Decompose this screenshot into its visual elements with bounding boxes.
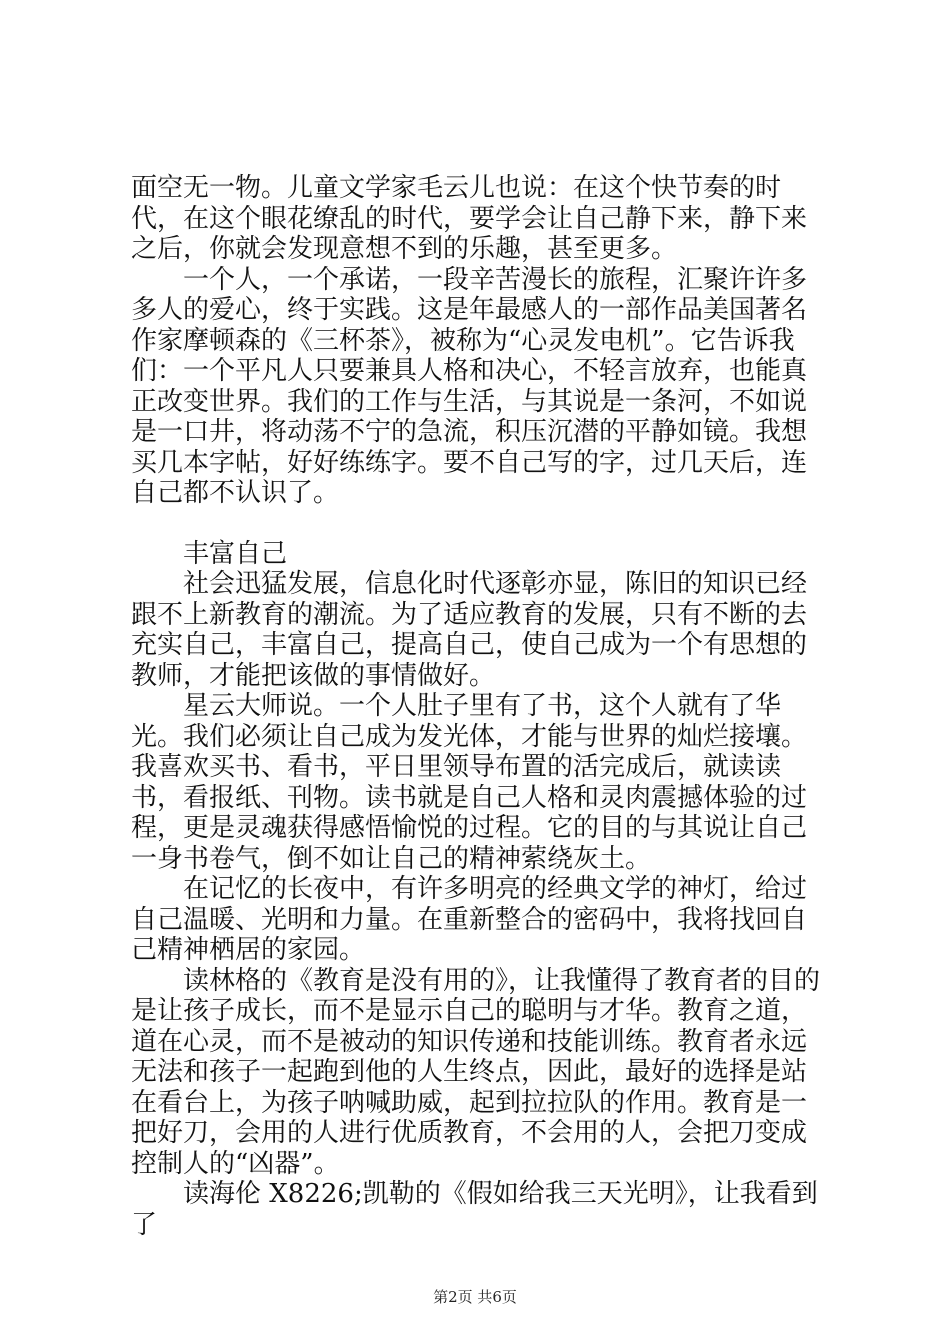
- paragraph-continuation: 面空无一物。儿童文学家毛云儿也说：在这个快节奏的时代，在这个眼花缭乱的时代，要学会让自己静下来，静下来之后，你就会发现意想不到的乐趣，甚至更多。: [131, 173, 808, 264]
- paragraph-helen-keller: 读海伦 X8226;凯勒的《假如给我三天光明》，让我看到了: [131, 1179, 818, 1240]
- page-number-footer: 第2页 共6页: [433, 1288, 517, 1306]
- paragraph-three-cups-of-tea: 一个人，一个承诺，一段辛苦漫长的旅程，汇聚许许多多人的爱心，终于实践。这是年最感人的一部作品美国著名作家摩顿森的《三杯茶》，被称为“心灵发电机”。它告诉我们：一个平凡人只要兼具人格和决心，不轻言放弃，也能真正改变世界。我们的工作与生活，与其说是一条河，不如说是一口井，将动荡不宁的急流，积压沉潜的平静如镜。我想买几本字帖，好好练练字。要不自己写的字，过几天后，连自己都不认识了。: [131, 264, 808, 508]
- section-heading: 丰富自己: [183, 538, 288, 569]
- document-body: [131, 173, 831, 1240]
- paragraph-gap: [131, 509, 831, 539]
- paragraph-society-development: 社会迅猛发展，信息化时代逐彰亦显，陈旧的知识已经跟不上新教育的潮流。为了适应教育的发展，只有不断的去充实自己，丰富自己，提高自己，使自己成为一个有思想的教师，才能把该做的事情做好。: [131, 569, 808, 691]
- paragraph-linge-education: 读林格的《教育是没有用的》，让我懂得了教育者的目的是让孩子成长，而不是显示自己的聪明与才华。教育之道，道在心灵，而不是被动的知识传递和技能训练。教育者永远无法和孩子一起跑到他的人生终点，因此，最好的选择是站在看台上，为孩子呐喊助威，起到拉拉队的作用。教育是一把好刀，会用的人进行优质教育，不会用的人，会把刀变成控制人的“凶器”。: [131, 965, 821, 1179]
- paragraph-memory-night: 在记忆的长夜中，有许多明亮的经典文学的神灯，给过自己温暖、光明和力量。在重新整合的密码中，我将找回自己精神栖居的家园。: [131, 874, 808, 965]
- paragraph-master-xingyun: 星云大师说。一个人肚子里有了书，这个人就有了华光。我们必须让自己成为发光体，才能与世界的灿烂接壤。我喜欢买书、看书，平日里领导布置的活完成后，就读读书，看报纸、刊物。读书就是自己人格和灵肉震撼体验的过程，更是灵魂获得感悟愉悦的过程。它的目的与其说让自己一身书卷气，倒不如让自己的精神萦绕灰土。: [131, 691, 808, 874]
